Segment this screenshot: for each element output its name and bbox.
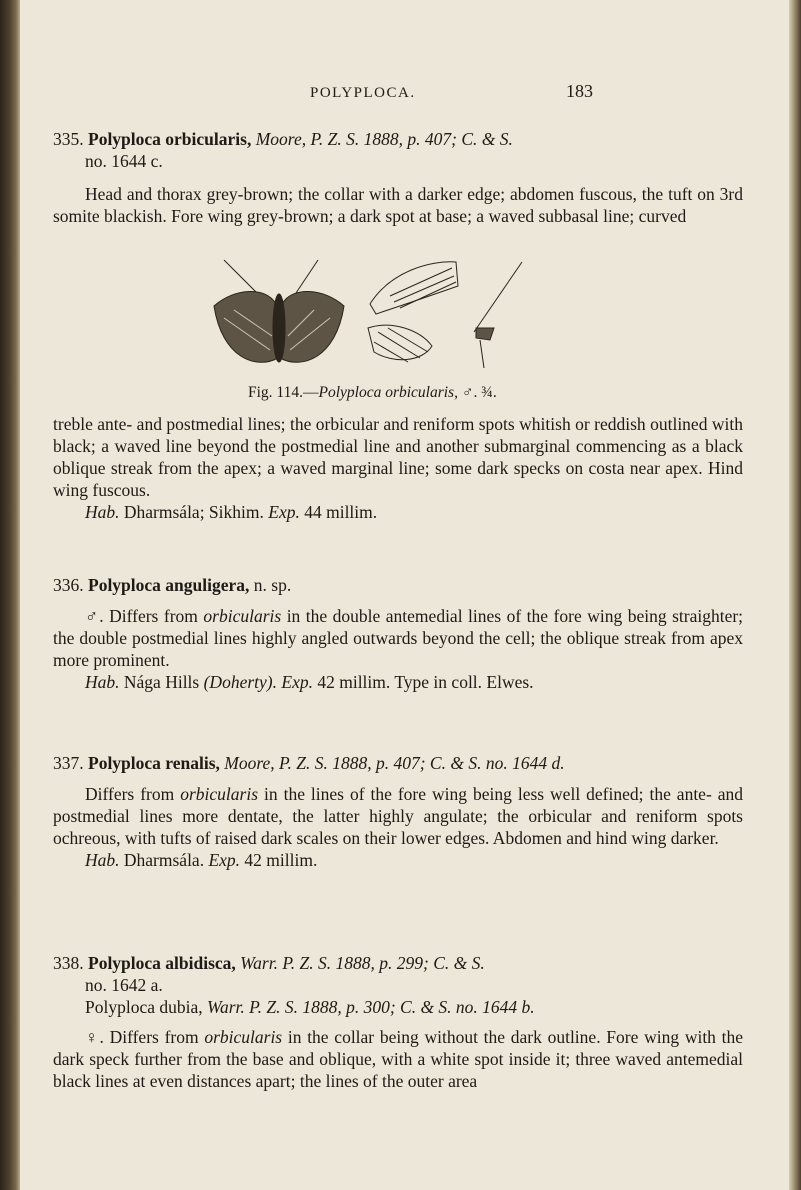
book-spine-shadow — [0, 0, 20, 1190]
sex-symbol: ♀. — [85, 1027, 104, 1047]
book-page — [20, 0, 789, 1190]
entry-heading — [53, 574, 743, 596]
entry-number: 336. — [53, 575, 84, 595]
moth-illustration — [194, 258, 554, 373]
citation: Moore, P. Z. S. 1888, p. 407; C. & S. — [255, 129, 513, 149]
caption-prefix: Fig. 114.— — [248, 384, 319, 401]
compared-species: orbicularis — [180, 784, 259, 804]
description — [53, 1026, 743, 1092]
species-name: Polyploca anguligera, — [88, 575, 250, 595]
description: Head and thorax grey-brown; the collar with a darker edge; abdomen fuscous, the tuft on 3rd somite blackish. Fore wing grey-brown; a dark spot at base; a waved subbasal line; curved — [53, 184, 743, 226]
running-head: POLYPLOCA. — [310, 85, 416, 101]
citation-number: no. 1644 c. — [85, 151, 163, 171]
species-name: Polyploca orbicularis, — [88, 129, 252, 149]
hab-locality: Dharmsála. — [123, 850, 205, 870]
citation-number: no. 1642 a. — [85, 975, 163, 995]
exp-value: 42 millim. — [244, 850, 318, 870]
synonym-name: Polyploca dubia, — [85, 997, 203, 1017]
hab-collector: (Doherty). — [203, 672, 277, 692]
description-text-1: Differs from — [109, 1027, 199, 1047]
entry-number: 338. — [53, 953, 84, 973]
forewing-hatching — [390, 268, 456, 308]
exp-label: Exp. — [281, 672, 313, 692]
synonym-line — [53, 996, 743, 1018]
page-number: 183 — [566, 81, 593, 101]
right-wing — [280, 291, 344, 362]
entry-heading — [53, 128, 743, 172]
habitat-line — [53, 849, 743, 871]
antenna-detail — [474, 262, 522, 332]
left-wing — [214, 291, 278, 362]
citation: n. sp. — [253, 575, 292, 595]
compared-species: orbicularis — [204, 1027, 283, 1047]
exp-value: 42 millim. Type in coll. Elwes. — [317, 672, 534, 692]
description — [53, 783, 743, 849]
hab-locality: Dharmsála; Sikhim. — [123, 502, 264, 522]
habitat-line — [53, 671, 743, 693]
citation: Moore, P. Z. S. 1888, p. 407; C. & S. no. 1644 d. — [224, 753, 565, 773]
exp-label: Exp. — [208, 850, 241, 870]
entry-heading — [53, 952, 743, 996]
entry-heading — [53, 752, 743, 774]
description-continued: treble ante- and postmedial lines; the orbicular and reniform spots whitish or reddish outlined with black; a waved line beyond the postmedial line and another submarginal commencing as a black oblique streak from the apex; a waved marginal line; some dark specks on costa near apex. Hind wing fuscous. — [53, 414, 743, 500]
description-text-2: in the collar being without the dark outline. Fore wing with the dark speck further from the base and oblique, with a white spot inside it; three waved antemedial black lines at even distances apart; the lines of the outer area — [53, 1027, 744, 1091]
description-text-1: Differs from — [85, 784, 175, 804]
leg-segment — [480, 340, 484, 368]
hab-label: Hab. — [85, 672, 120, 692]
exp-label: Exp. — [268, 502, 300, 522]
entry-336 — [53, 574, 743, 693]
hab-label: Hab. — [85, 850, 120, 870]
citation: Warr. P. Z. S. 1888, p. 299; C. & S. — [240, 953, 485, 973]
caption-suffix: ♂. ¾. — [461, 384, 497, 401]
species-name: Polyploca albidisca, — [88, 953, 236, 973]
entry-338 — [53, 952, 743, 1092]
forewing-outline — [370, 262, 458, 314]
description — [53, 605, 743, 671]
figure-114 — [194, 258, 554, 373]
species-name: Polyploca renalis, — [88, 753, 220, 773]
entry-337 — [53, 752, 743, 871]
hindwing-hatching — [374, 328, 428, 362]
synonym-citation: Warr. P. Z. S. 1888, p. 300; C. & S. no. 1644 b. — [207, 997, 535, 1017]
hab-locality: Nága Hills — [123, 672, 200, 692]
entry-number: 337. — [53, 753, 84, 773]
page-edge — [789, 0, 801, 1190]
leg-detail — [476, 328, 494, 340]
hindwing-outline — [368, 325, 432, 360]
description-text-2: in the lines of the fore wing being less well defined; the ante- and postmedial lines more dentate, the latter highly angulate; the orbicular and reniform spots ochreous, with tufts of raised dark scales on their lower edges. Abdomen and hind wing darker. — [53, 784, 744, 848]
sex-symbol: ♂. — [85, 606, 104, 626]
habitat-line — [53, 501, 743, 523]
description-text-1: Differs from — [109, 606, 198, 626]
compared-species: orbicularis — [203, 606, 282, 626]
caption-species: Polyploca orbicularis, — [318, 384, 458, 401]
entry-number: 335. — [53, 129, 84, 149]
hab-label: Hab. — [85, 502, 120, 522]
description-text-2: in the double antemedial lines of the fore wing being straighter; the double postmedial lines highly angled outwards beyond the cell; the oblique streak from apex more prominent. — [53, 606, 744, 670]
entry-335-continued — [53, 413, 743, 523]
entry-335-top — [53, 128, 743, 227]
exp-value: 44 millim. — [304, 502, 378, 522]
moth-body — [273, 294, 285, 362]
figure-caption — [248, 384, 497, 402]
